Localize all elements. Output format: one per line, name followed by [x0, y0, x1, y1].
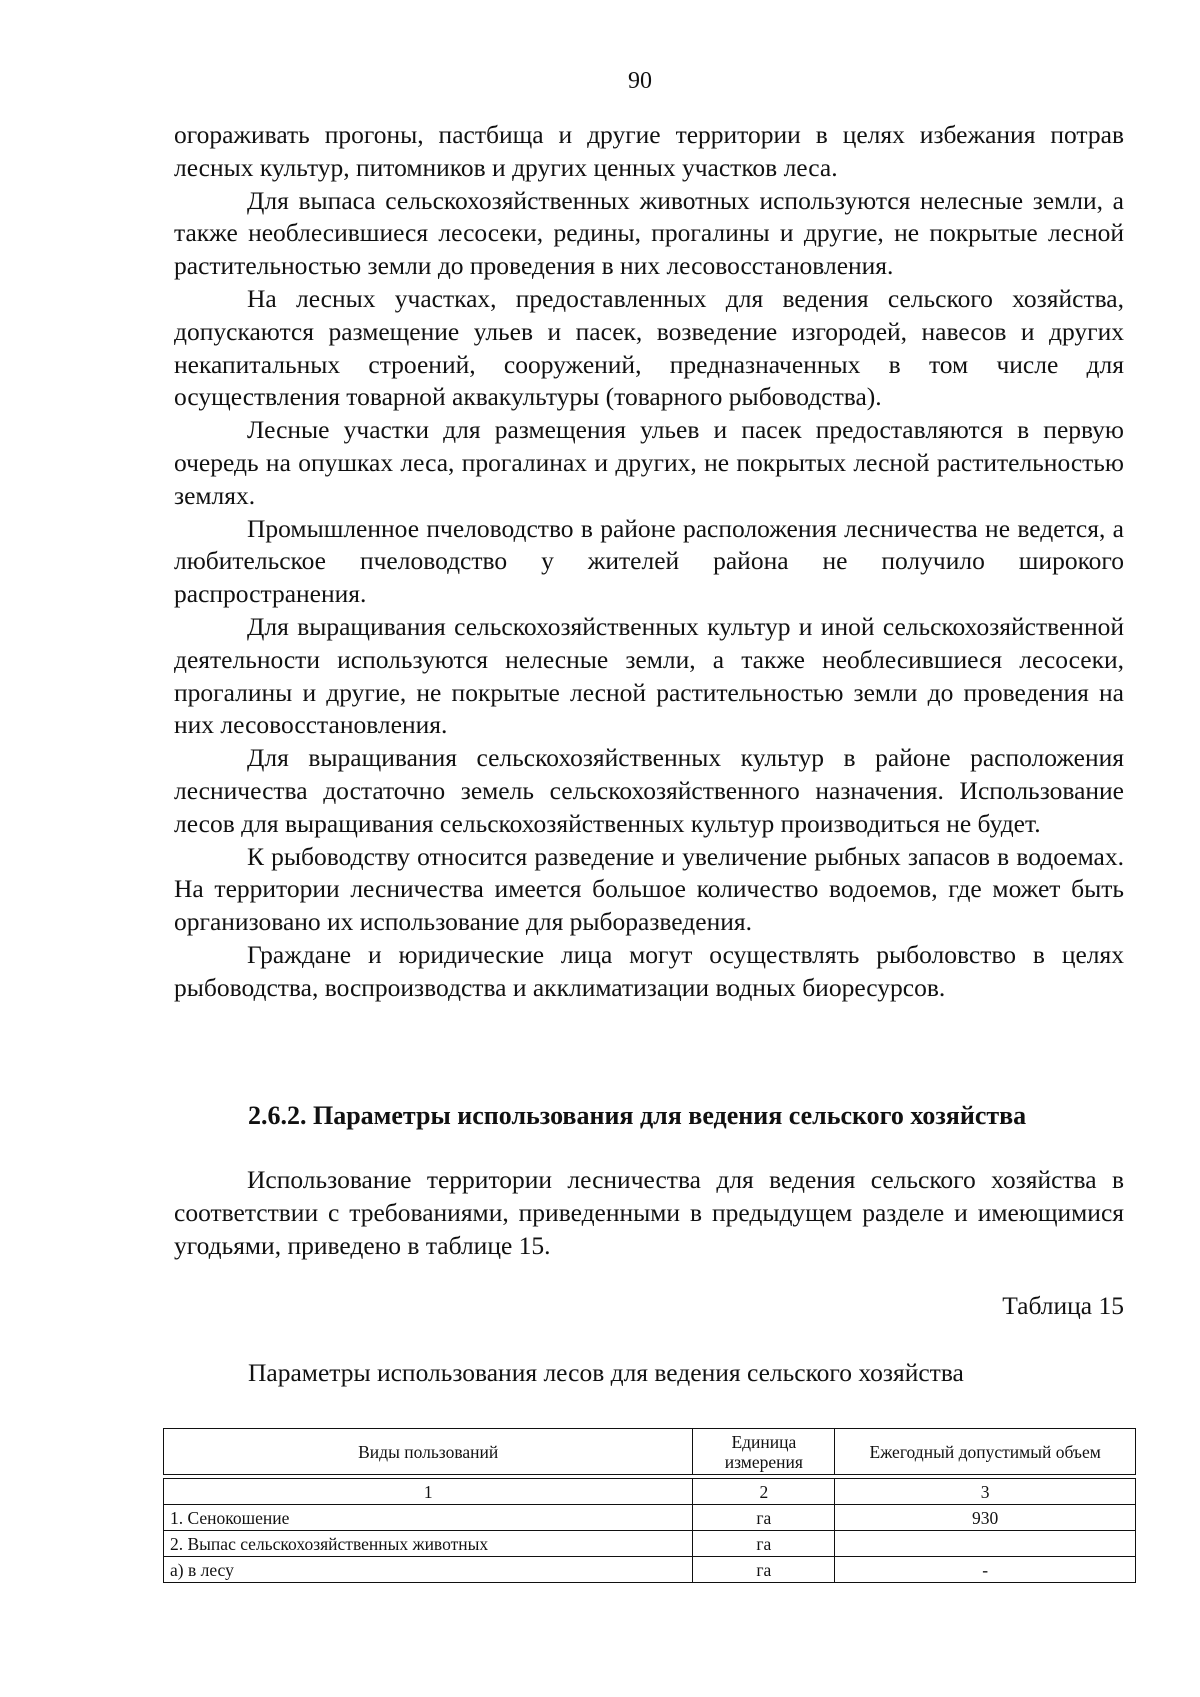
table-row	[164, 1531, 1136, 1557]
page-number: 90	[628, 68, 652, 94]
column-number: 2	[693, 1479, 835, 1505]
table-title: Параметры использования лесов для ведения сельского хозяйства	[248, 1358, 964, 1387]
table-label: Таблица 15	[1002, 1291, 1124, 1320]
volume-cell: -	[835, 1557, 1136, 1583]
section-heading: 2.6.2. Параметры использования для ведения сельского хозяйства	[248, 1101, 1027, 1130]
paragraph: На лесных участках, предоставленных для ведения сельского хозяйства, допускаются размещение ульев и пасек, возведение изгородей, навесов и других некапитальных строений, сооружений, предназначенных в том числе для осуществления товарной аквакультуры (товарного рыбоводства).	[174, 283, 1124, 412]
column-number: 1	[164, 1479, 693, 1505]
paragraph: огораживать прогоны, пастбища и другие территории в целях избежания потрав лесных культур, питомников и других ценных участков леса.	[174, 120, 1124, 182]
volume-cell: 930	[835, 1505, 1136, 1531]
paragraph: Лесные участки для размещения ульев и пасек предоставляются в первую очередь на опушках леса, прогалинах и других, не покрытых лесной растительностью землях.	[174, 415, 1124, 510]
table-row	[164, 1557, 1136, 1583]
usage-type-cell: 2. Выпас сельскохозяйственных животных	[164, 1531, 693, 1557]
usage-type-cell: 1. Сенокошение	[164, 1505, 693, 1531]
paragraph: Для выпаса сельскохозяйственных животных используются нелесные земли, а также необлесившиеся лесосеки, редины, прогалины и другие, не покрытые лесной растительностью земли до проведения в них лесовосстановления.	[174, 185, 1124, 281]
unit-cell: га	[693, 1557, 835, 1583]
table-row	[164, 1505, 1136, 1531]
column-header: Ежегодный допустимый объем	[835, 1429, 1136, 1475]
table-header-row	[164, 1429, 1136, 1475]
paragraph: Промышленное пчеловодство в районе расположения лесничества не ведется, а любительское пчеловодство у жителей района не получило широкого распространения.	[174, 513, 1124, 609]
unit-cell: га	[693, 1505, 835, 1531]
column-number: 3	[835, 1479, 1136, 1505]
column-header: Единица измерения	[693, 1429, 835, 1475]
usage-type-cell: а) в лесу	[164, 1557, 693, 1583]
usage-parameters-table	[163, 1428, 1136, 1583]
body-text	[174, 119, 1124, 1005]
column-header: Виды пользований	[164, 1429, 693, 1475]
paragraph: Для выращивания сельскохозяйственных культур в районе расположения лесничества достаточно земель сельскохозяйственного назначения. Использование лесов для выращивания сельскохозяйственных культур производиться не будет.	[174, 743, 1124, 838]
paragraph: К рыбоводству относится разведение и увеличение рыбных запасов в водоемах. На территории лесничества имеется большое количество водоемов, где может быть организовано их использование для рыборазведения.	[174, 841, 1124, 937]
paragraph: Граждане и юридические лица могут осуществлять рыболовство в целях рыбоводства, воспроизводства и акклиматизации водных биоресурсов.	[174, 939, 1124, 1002]
intro-paragraph: Использование территории лесничества для ведения сельского хозяйства в соответствии с требованиями, приведенными в предыдущем разделе и имеющимися угодьями, приведено в таблице 15.	[174, 1165, 1124, 1260]
column-number-row	[164, 1479, 1136, 1505]
paragraph: Для выращивания сельскохозяйственных культур и иной сельскохозяйственной деятельности используются нелесные земли, а также необлесившиеся лесосеки, прогалины и другие, не покрытые лесной растительностью земли до проведения на них лесовосстановления.	[174, 611, 1124, 740]
intro-text	[174, 1164, 1124, 1262]
unit-cell: га	[693, 1531, 835, 1557]
volume-cell	[835, 1531, 1136, 1557]
